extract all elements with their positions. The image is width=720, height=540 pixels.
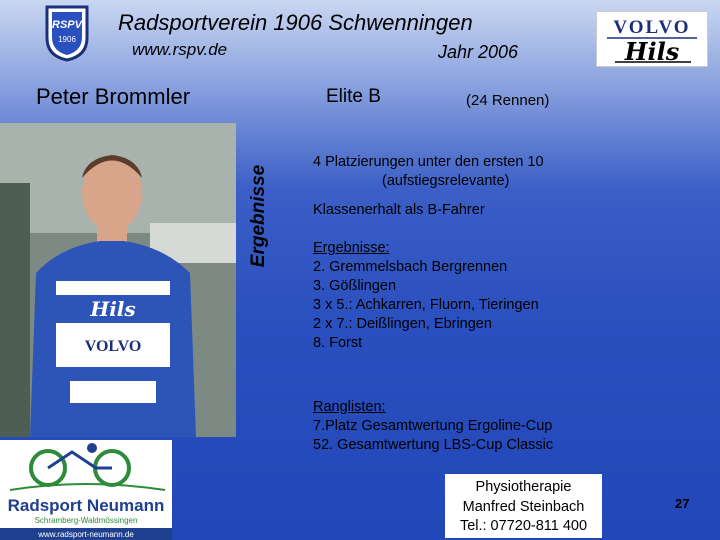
svg-text:Hils: Hils — [624, 37, 680, 66]
rankings-heading: Ranglisten: — [313, 399, 386, 415]
results-side-label — [246, 126, 272, 306]
placements-summary: 4 Platzierungen unter den ersten 10 — [313, 154, 544, 170]
shop-url[interactable]: www.radsport-neumann.de — [38, 530, 134, 539]
result-item: 2. Gremmelsbach Bergrennen — [313, 259, 508, 275]
results-side-label-text: Ergebnisse — [248, 164, 269, 268]
physio-name: Manfred Steinbach — [462, 498, 585, 515]
rider-class: Elite B — [326, 86, 381, 107]
result-item: 2 x 7.: Deißlingen, Ebringen — [313, 316, 492, 332]
club-logo — [44, 4, 90, 62]
rider-name: Peter Brommler — [36, 84, 191, 109]
shop-name: Radsport Neumann — [7, 496, 165, 515]
placements-note: (aufstiegsrelevante) — [382, 173, 510, 189]
physio-phone: Tel.: 07720-811 400 — [459, 518, 588, 534]
svg-text:RSPV: RSPV — [52, 19, 82, 31]
svg-text:VOLVO: VOLVO — [84, 338, 142, 355]
ranking-item: 7.Platz Gesamtwertung Ergoline-Cup — [313, 418, 553, 434]
club-name: Radsportverein 1906 Schwenningen — [118, 10, 473, 35]
results-section — [313, 239, 539, 353]
rider-photo — [0, 123, 236, 437]
result-item: 8. Forst — [313, 335, 363, 351]
radsport-neumann-logo — [0, 440, 172, 540]
svg-text:VOLVO: VOLVO — [613, 17, 691, 38]
ranking-item: 52. Gesamtwertung LBS-Cup Classic — [313, 437, 554, 453]
season-year: Jahr 2006 — [438, 42, 519, 62]
svg-text:1906: 1906 — [58, 35, 76, 44]
physio-title: Physiotherapie — [475, 479, 572, 495]
result-item: 3 x 5.: Achkarren, Fluorn, Tieringen — [313, 297, 539, 313]
results-heading: Ergebnisse: — [313, 240, 390, 256]
physio-sponsor-box — [445, 474, 602, 538]
club-website[interactable]: www.rspv.de — [132, 40, 228, 59]
result-item: 3. Gößlingen — [313, 278, 397, 294]
race-count: (24 Rennen) — [466, 92, 550, 109]
rankings-section — [313, 398, 553, 455]
volvo-hils-sponsor-logo — [596, 11, 708, 67]
class-status: Klassenerhalt als B-Fahrer — [313, 202, 485, 218]
shop-location: Schramberg-Waldmössingen — [34, 516, 138, 525]
svg-text:Hils: Hils — [90, 297, 136, 321]
page-number: 27 — [675, 496, 690, 511]
